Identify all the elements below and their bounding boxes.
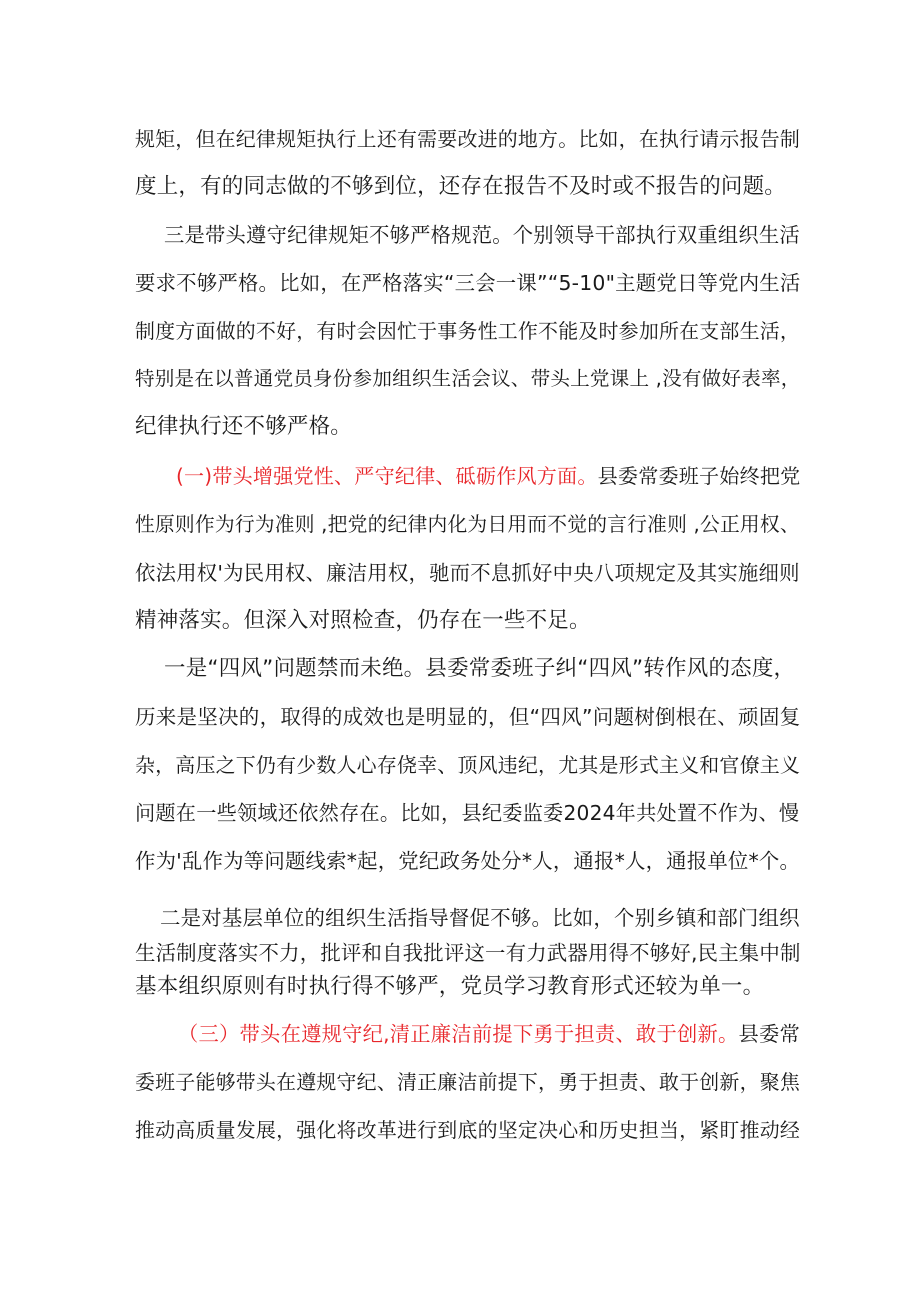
text-segment: 规矩，但在纪律规矩执行上还有需要改进的地方。比如，在执行请示报告制 [135, 127, 801, 151]
text-line [135, 172, 786, 202]
text-line [160, 903, 800, 933]
text-line [135, 938, 801, 968]
text-segment: 委班子能够带头在遵规守纪、清正廉洁前提下，勇于担责、敢于创新，聚焦 [135, 1070, 801, 1094]
text-segment: 历来是坚决的，取得的成效也是明显的，但“四风”问题树倒根在、顽固复 [135, 705, 801, 729]
text-line [164, 654, 795, 684]
text-line [135, 1115, 800, 1145]
text-segment: 制度方面做的不好，有时会因忙于事务性工作不能及时参加所在支部生活， [135, 319, 801, 343]
text-line [135, 268, 800, 298]
text-line [135, 606, 591, 636]
text-segment: 性原则作为行为准则 ,把党的纪律内化为日用而不觉的言行准则 ,公正用权、 [135, 513, 800, 536]
text-line [135, 412, 352, 442]
text-line [135, 364, 801, 394]
text-segment: 县委常委班子始终把党 [597, 464, 801, 488]
section-heading: (一)带头增强党性、严守纪律、砥砺作风方面。 [176, 464, 598, 488]
text-segment: 特别是在以普通党员身份参加组织生活会议、带头上党课上 ,没有做好表率， [135, 367, 801, 390]
text-line [135, 972, 764, 1002]
text-segment: 精神落实。但深入对照检查，仍存在一些不足。 [135, 608, 591, 633]
text-segment: 一是“四风”问题禁而未绝。县委常委班子纠“四风”转作风的态度， [164, 656, 796, 681]
text-line [135, 1067, 800, 1097]
text-segment: 推动高质量发展，强化将改革进行到底的坚定决心和历史担当，紧盯推动经 [135, 1118, 801, 1142]
text-segment: 三是带头遵守纪律规矩不够严格规范。个别领导干部执行双重组织生活 [164, 223, 800, 247]
text-segment: 作为'乱作为等问题线索*起，党纪政务处分*人，通报*人，通报单位*个。 [135, 849, 801, 873]
text-line [135, 316, 800, 346]
text-segment: 二是对基层单位的组织生活指导督促不够。比如，个别乡镇和部门组织 [160, 906, 800, 930]
text-line [135, 846, 800, 876]
text-line [135, 510, 800, 540]
text-line [135, 798, 799, 828]
text-line [178, 1019, 800, 1049]
text-segment: 问题在一些领域还依然存在。比如，县纪委监委2024年共处置不作为、慢 [135, 801, 800, 825]
text-segment: 纪律执行还不够严格。 [135, 414, 353, 439]
text-line [135, 750, 800, 780]
text-segment: 基本组织原则有时执行得不够严，党员学习教育形式还较为单一。 [135, 974, 765, 999]
text-line [135, 558, 800, 588]
text-line [135, 124, 800, 154]
text-segment: 县委常 [738, 1022, 801, 1046]
text-segment: 依法用权'为民用权、廉洁用权，驰而不息抓好中央八项规定及其实施细则 [135, 561, 800, 585]
text-segment: 生活制度落实不力，批评和自我批评这一有力武器用得不够好,民主集中制 [135, 941, 801, 965]
section-heading: （三）带头在遵规守纪,清正廉洁前提下勇于担责、敢于创新。 [178, 1022, 739, 1046]
text-segment: 杂，高压之下仍有少数人心存侥幸、顶风违纪，尤其是形式主义和官僚主义 [135, 753, 801, 777]
text-line [176, 461, 800, 491]
text-segment: 度上，有的同志做的不够到位，还存在报告不及时或不报告的问题。 [135, 174, 787, 199]
text-line [164, 220, 800, 250]
text-line [135, 702, 800, 732]
text-segment: 要求不够严格。比如，在严格落实“三会一课”“5-10"主题党日等党内生活 [135, 271, 801, 295]
